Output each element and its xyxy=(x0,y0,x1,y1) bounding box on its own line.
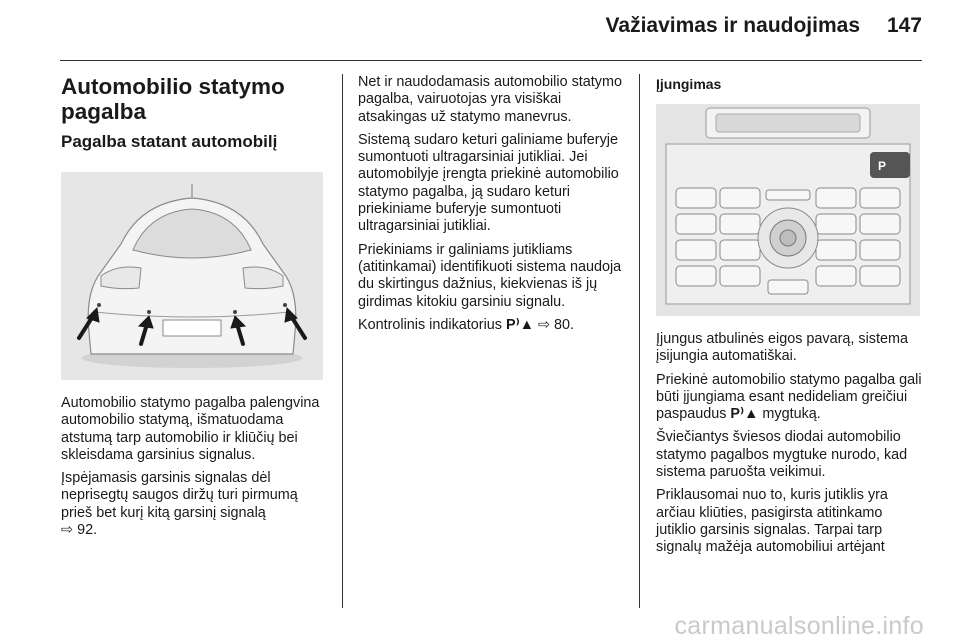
arrow-ref-icon: ⇨ xyxy=(61,522,74,539)
page-reference[interactable]: 80. xyxy=(554,316,575,333)
parking-assist-icon: P⁾▲ xyxy=(505,316,534,333)
center-console-buttons-illustration xyxy=(656,104,920,316)
paragraph: Įjungus atbulinės eigos pavarą, sistema įsijungia automatiškai. xyxy=(656,331,908,365)
section-heading: Automobilio statymo pagalba xyxy=(61,74,285,124)
paragraph: Šviečiantys šviesos diodai automobilio statymo pagalbos mygtuke nurodo, kad sistema paruošta veikimui. xyxy=(656,429,908,481)
indicator-label: Kontrolinis indikatorius xyxy=(358,316,502,333)
watermark: carmanualsonline.info xyxy=(674,612,924,640)
svg-text:P: P xyxy=(878,159,887,173)
parking-assist-icon: P⁾▲ xyxy=(730,406,759,423)
paragraph: Priklausomai nuo to, kuris jutiklis yra arčiau kliūties, pasigirsta atitinkamo jutiklio garsinis signalas. Tarpai tarp signalų mažėja automobiliui artėjant xyxy=(656,487,888,556)
column-divider-1 xyxy=(342,74,343,608)
column-1 xyxy=(61,74,325,152)
column-3-text xyxy=(656,331,924,563)
paragraph: Sistemą sudaro keturi galiniame buferyje sumontuoti ultragarsiniai jutikliai. Jei automobilyje įrengta priekinė automobilio statymo pagalba, ją sudaro keturi priekiniame buferyje sumontuoti ultragarsiniai jutikliai. xyxy=(358,131,619,235)
page-reference[interactable]: 92. xyxy=(77,522,98,539)
column-divider-2 xyxy=(639,74,640,608)
paragraph xyxy=(656,372,924,424)
paragraph: Automobilio statymo pagalba palengvina automobilio statymą, išmatuodama atstumą tarp automobilio ir kliūčių bei skleisdama garsinius signalus. xyxy=(61,395,320,463)
paragraph: Priekiniams ir galiniams jutikliams (atitinkamai) identifikuoti sistema naudoja du skirtingus dažnius, kiekvienas iš jų girdimas kitokiu garsiniu signalu. xyxy=(358,241,622,310)
paragraph-text: mygtuką. xyxy=(762,406,821,423)
arrow-ref-icon: ⇨ xyxy=(537,316,551,333)
paragraph: Net ir naudodamasis automobilio statymo pagalba, vairuotojas yra visiškai atsakingas už statymo manevrus. xyxy=(358,74,622,125)
paragraph xyxy=(358,317,624,334)
column-1-text xyxy=(61,395,327,545)
paragraph xyxy=(61,470,327,539)
column-2 xyxy=(358,74,624,340)
header-divider xyxy=(60,60,922,61)
section-subheading: Įjungimas xyxy=(656,76,722,92)
page-header-title: Važiavimas ir naudojimas xyxy=(605,14,860,37)
column-3 xyxy=(656,74,922,105)
paragraph-text: Įspėjamasis garsinis signalas dėl neprisegtų saugos diržų turi pirmumą prieš bet kurį kitą garsinį signalą xyxy=(61,470,298,521)
car-rear-sensors-illustration xyxy=(61,172,323,380)
section-subheading: Pagalba statant automobilį xyxy=(61,132,278,151)
page-number: 147 xyxy=(886,14,922,37)
paragraph-text: Priekinė automobilio statymo pagalba gali būti įjungiama esant nedideliam greičiui paspaudus xyxy=(656,371,922,423)
